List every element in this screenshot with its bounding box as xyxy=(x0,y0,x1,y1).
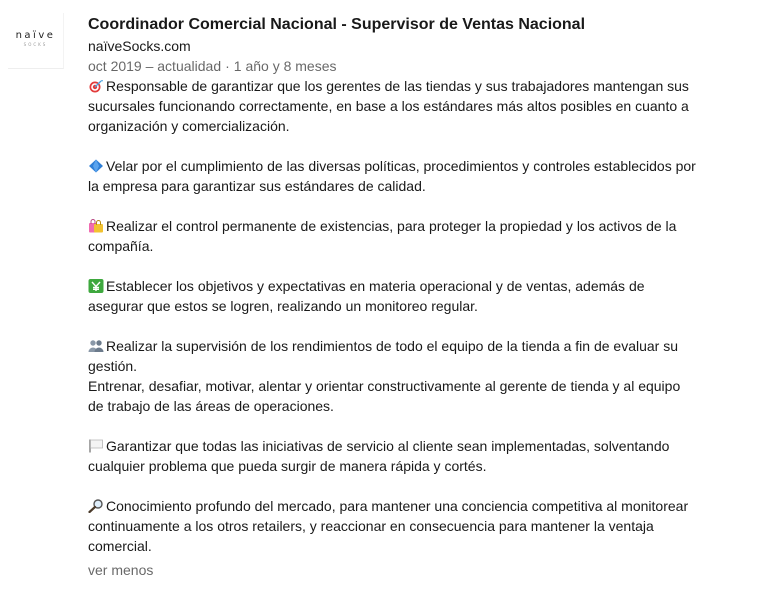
description-text: Establecer los objetivos y expectativas en materia operacional y de ventas, además de asegurar que estos se logren, realizando un monitoreo regular. xyxy=(88,278,645,314)
white-flag-icon xyxy=(88,439,104,453)
description-text: Garantizar que todas las iniciativas de servicio al cliente sean implementadas, solventando cualquier problema que pueda surgir de manera rápida y cortés. xyxy=(88,438,670,474)
job-description xyxy=(88,76,698,556)
description-paragraph xyxy=(88,436,698,476)
description-text: Realizar la supervisión de los rendimientos de todo el equipo de la tienda a fin de evaluar su gestión. xyxy=(88,338,679,374)
see-less-link[interactable]: ver menos xyxy=(88,562,154,578)
description-paragraph xyxy=(88,156,698,196)
experience-entry xyxy=(88,14,698,580)
magnifier-icon xyxy=(88,499,104,513)
date-separator: · xyxy=(225,58,230,74)
description-paragraph xyxy=(88,496,698,556)
description-text: Realizar el control permanente de existencias, para proteger la propiedad y los activos de la compañía. xyxy=(88,218,677,254)
date-range: oct 2019 – actualidad xyxy=(88,58,222,74)
job-title: Coordinador Comercial Nacional - Supervisor de Ventas Nacional xyxy=(88,16,586,33)
chart-yen-icon xyxy=(88,279,104,293)
description-paragraph xyxy=(88,276,698,316)
description-text: Entrenar, desafiar, motivar, alentar y orientar constructivamente al gerente de tienda y al equipo de trabajo de las áreas de operaciones. xyxy=(88,378,681,414)
blue-diamond-icon xyxy=(88,159,104,173)
description-text: Conocimiento profundo del mercado, para mantener una conciencia competitiva al monitorear continuamente a los otros retailers, y reaccionar en consecuencia para mantener la ventaja comercial. xyxy=(88,498,689,554)
company-name[interactable]: naïveSocks.com xyxy=(88,38,191,54)
description-text: Responsable de garantizar que los gerentes de las tiendas y sus trabajadores mantengan sus sucursales funcionando correctamente, en base a los estándares más altos posibles en cuanto a organización y comercialización. xyxy=(88,78,689,134)
shopping-bags-icon xyxy=(88,219,104,233)
employment-dates xyxy=(88,56,698,76)
description-text: Velar por el cumplimiento de las diversas políticas, procedimientos y controles establecidos por la empresa para garantizar sus estándares de calidad. xyxy=(88,158,696,194)
people-icon xyxy=(88,339,104,353)
logo-brand-text: naïve xyxy=(15,29,56,41)
description-paragraph xyxy=(88,76,698,136)
company-logo[interactable] xyxy=(8,13,64,69)
logo-sub-text: SOCKS xyxy=(23,41,48,47)
target-icon xyxy=(88,79,104,93)
description-paragraph xyxy=(88,216,698,256)
description-paragraph xyxy=(88,336,698,416)
duration: 1 año y 8 meses xyxy=(233,58,337,74)
